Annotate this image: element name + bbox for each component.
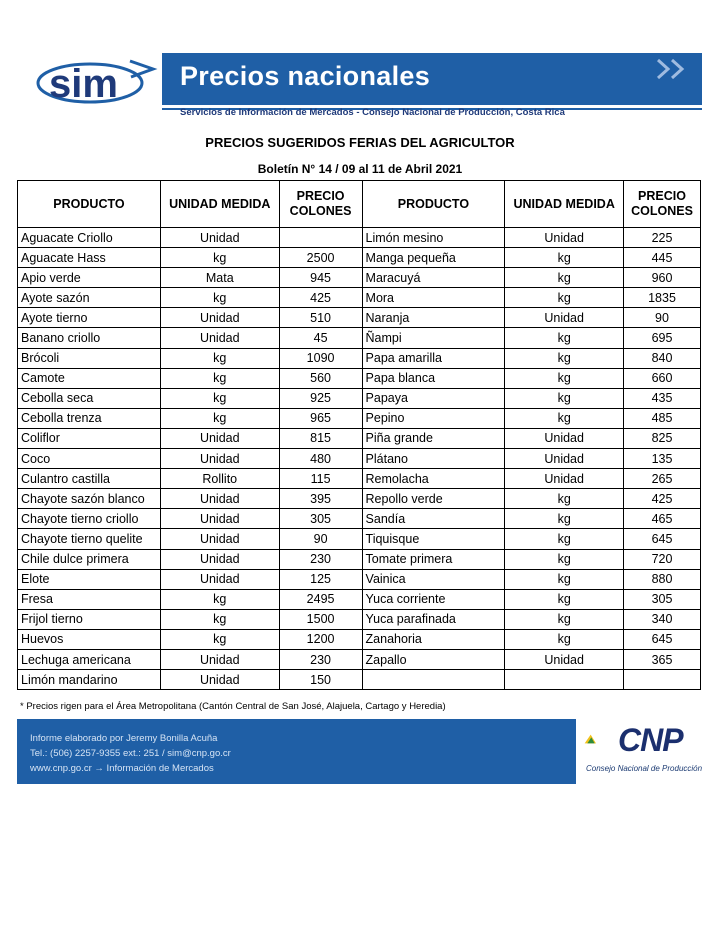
- footer-info-box: [17, 719, 576, 784]
- price-cell: 225: [624, 228, 701, 248]
- table-row: [18, 308, 701, 328]
- unit-cell: Unidad: [505, 228, 624, 248]
- unit-cell: Unidad: [160, 529, 279, 549]
- product-cell: Camote: [18, 368, 161, 388]
- price-cell: 925: [279, 388, 362, 408]
- product-cell: Brócoli: [18, 348, 161, 368]
- banner-title: Precios nacionales: [180, 61, 431, 91]
- unit-cell: kg: [160, 609, 279, 629]
- product-cell: Aguacate Hass: [18, 248, 161, 268]
- table-row: [18, 569, 701, 589]
- price-cell: 825: [624, 428, 701, 448]
- table-row: [18, 509, 701, 529]
- product-cell: Zanahoria: [362, 629, 505, 649]
- product-cell: Papa amarilla: [362, 348, 505, 368]
- table-row: [18, 328, 701, 348]
- product-cell: Culantro castilla: [18, 469, 161, 489]
- table-row: [18, 348, 701, 368]
- product-cell: Ayote sazón: [18, 288, 161, 308]
- cnp-logo-text: CNP: [618, 722, 683, 758]
- price-cell: 230: [279, 549, 362, 569]
- table-row: [18, 489, 701, 509]
- table-row: [18, 629, 701, 649]
- product-cell: Naranja: [362, 308, 505, 328]
- product-cell: Apio verde: [18, 268, 161, 288]
- price-cell: 2500: [279, 248, 362, 268]
- product-cell: Tiquisque: [362, 529, 505, 549]
- unit-cell: kg: [505, 529, 624, 549]
- price-cell: 445: [624, 248, 701, 268]
- price-cell: 90: [624, 308, 701, 328]
- price-cell: 1500: [279, 609, 362, 629]
- header-price: [624, 181, 701, 228]
- table-row: [18, 649, 701, 669]
- price-table: [17, 180, 701, 690]
- cnp-caption: Consejo Nacional de Producción: [586, 764, 703, 773]
- unit-cell: kg: [505, 388, 624, 408]
- unit-cell: Unidad: [160, 569, 279, 589]
- product-cell: Papa blanca: [362, 368, 505, 388]
- table-row: [18, 388, 701, 408]
- price-cell: 510: [279, 308, 362, 328]
- table-row: [18, 228, 701, 248]
- product-cell: Papaya: [362, 388, 505, 408]
- unit-cell: Unidad: [505, 649, 624, 669]
- table-row: [18, 428, 701, 448]
- price-cell: 1835: [624, 288, 701, 308]
- product-cell: Limón mandarino: [18, 670, 161, 690]
- table-row: [18, 529, 701, 549]
- price-cell: 695: [624, 328, 701, 348]
- unit-cell: kg: [160, 629, 279, 649]
- price-cell: 1200: [279, 629, 362, 649]
- price-cell: 480: [279, 449, 362, 469]
- table-header-row: [18, 181, 701, 228]
- price-cell: 840: [624, 348, 701, 368]
- price-cell: 960: [624, 268, 701, 288]
- price-cell: 945: [279, 268, 362, 288]
- price-cell: 485: [624, 408, 701, 428]
- price-cell: 880: [624, 569, 701, 589]
- product-cell: Chayote sazón blanco: [18, 489, 161, 509]
- product-cell: [362, 670, 505, 690]
- product-cell: Frijol tierno: [18, 609, 161, 629]
- unit-cell: kg: [505, 589, 624, 609]
- unit-cell: Unidad: [160, 670, 279, 690]
- unit-cell: Unidad: [160, 649, 279, 669]
- table-row: [18, 670, 701, 690]
- header-price-line2: COLONES: [289, 204, 352, 218]
- double-chevron-icon: [654, 57, 690, 81]
- unit-cell: kg: [505, 629, 624, 649]
- product-cell: Elote: [18, 569, 161, 589]
- price-cell: 125: [279, 569, 362, 589]
- price-cell: 90: [279, 529, 362, 549]
- price-cell: 660: [624, 368, 701, 388]
- sim-logo: [35, 55, 170, 105]
- product-cell: Yuca parafinada: [362, 609, 505, 629]
- product-cell: Pepino: [362, 408, 505, 428]
- unit-cell: kg: [160, 408, 279, 428]
- table-body: [18, 228, 701, 690]
- price-cell: 560: [279, 368, 362, 388]
- unit-cell: Mata: [160, 268, 279, 288]
- product-cell: Ñampi: [362, 328, 505, 348]
- product-cell: Sandía: [362, 509, 505, 529]
- unit-cell: kg: [505, 288, 624, 308]
- unit-cell: kg: [160, 248, 279, 268]
- price-cell: 395: [279, 489, 362, 509]
- unit-cell: Unidad: [160, 449, 279, 469]
- unit-cell: Unidad: [505, 449, 624, 469]
- product-cell: Banano criollo: [18, 328, 161, 348]
- product-cell: Coco: [18, 449, 161, 469]
- product-cell: Vainica: [362, 569, 505, 589]
- product-cell: Mora: [362, 288, 505, 308]
- unit-cell: Unidad: [160, 509, 279, 529]
- product-cell: Chayote tierno quelite: [18, 529, 161, 549]
- unit-cell: kg: [505, 408, 624, 428]
- footer-contact: Tel.: (506) 2257-9355 ext.: 251 / sim@cnp.go.cr: [30, 748, 231, 759]
- unit-cell: kg: [160, 368, 279, 388]
- price-cell: 2495: [279, 589, 362, 609]
- price-cell: 465: [624, 509, 701, 529]
- header-price: [279, 181, 362, 228]
- header-price-line2: COLONES: [631, 204, 693, 218]
- unit-cell: kg: [505, 328, 624, 348]
- footnote: * Precios rigen para el Área Metropolitana (Cantón Central de San José, Alajuela, Cartago y Heredia): [20, 701, 446, 712]
- product-cell: Fresa: [18, 589, 161, 609]
- product-cell: Repollo verde: [362, 489, 505, 509]
- product-cell: Coliflor: [18, 428, 161, 448]
- price-cell: 425: [279, 288, 362, 308]
- table-row: [18, 248, 701, 268]
- price-cell: 230: [279, 649, 362, 669]
- price-cell: 425: [624, 489, 701, 509]
- unit-cell: Unidad: [160, 549, 279, 569]
- sim-logo-text: sim: [49, 62, 118, 105]
- price-cell: [279, 228, 362, 248]
- unit-cell: kg: [505, 609, 624, 629]
- price-cell: 150: [279, 670, 362, 690]
- unit-cell: kg: [505, 368, 624, 388]
- unit-cell: Unidad: [505, 428, 624, 448]
- unit-cell: kg: [160, 288, 279, 308]
- unit-cell: [505, 670, 624, 690]
- table-row: [18, 368, 701, 388]
- price-cell: 435: [624, 388, 701, 408]
- unit-cell: kg: [505, 509, 624, 529]
- product-cell: Yuca corriente: [362, 589, 505, 609]
- unit-cell: Unidad: [160, 328, 279, 348]
- price-cell: [624, 670, 701, 690]
- unit-cell: kg: [505, 489, 624, 509]
- unit-cell: Unidad: [160, 489, 279, 509]
- product-cell: Chayote tierno criollo: [18, 509, 161, 529]
- price-cell: 645: [624, 529, 701, 549]
- price-cell: 645: [624, 629, 701, 649]
- header-subtitle: Servicios de Información de Mercados - Consejo Nacional de Producción, Costa Rica: [180, 107, 565, 118]
- price-cell: 305: [624, 589, 701, 609]
- unit-cell: Unidad: [160, 228, 279, 248]
- page-header: [30, 53, 702, 121]
- price-cell: 135: [624, 449, 701, 469]
- unit-cell: kg: [160, 589, 279, 609]
- price-cell: 1090: [279, 348, 362, 368]
- header-unit: UNIDAD MEDIDA: [505, 181, 624, 228]
- price-cell: 720: [624, 549, 701, 569]
- product-cell: Lechuga americana: [18, 649, 161, 669]
- price-cell: 965: [279, 408, 362, 428]
- unit-cell: Rollito: [160, 469, 279, 489]
- unit-cell: kg: [505, 348, 624, 368]
- table-row: [18, 469, 701, 489]
- price-cell: 340: [624, 609, 701, 629]
- product-cell: Tomate primera: [362, 549, 505, 569]
- unit-cell: Unidad: [160, 308, 279, 328]
- table-row: [18, 609, 701, 629]
- unit-cell: Unidad: [505, 469, 624, 489]
- table-row: [18, 268, 701, 288]
- unit-cell: kg: [505, 268, 624, 288]
- header-price-line1: PRECIO: [296, 189, 345, 203]
- product-cell: Chile dulce primera: [18, 549, 161, 569]
- product-cell: Remolacha: [362, 469, 505, 489]
- price-cell: 265: [624, 469, 701, 489]
- table-row: [18, 549, 701, 569]
- unit-cell: Unidad: [505, 308, 624, 328]
- price-cell: 815: [279, 428, 362, 448]
- header-product: PRODUCTO: [362, 181, 505, 228]
- header-unit: UNIDAD MEDIDA: [160, 181, 279, 228]
- product-cell: Cebolla seca: [18, 388, 161, 408]
- header-product: PRODUCTO: [18, 181, 161, 228]
- header-price-line1: PRECIO: [638, 189, 686, 203]
- unit-cell: kg: [505, 569, 624, 589]
- product-cell: Ayote tierno: [18, 308, 161, 328]
- product-cell: Piña grande: [362, 428, 505, 448]
- price-cell: 305: [279, 509, 362, 529]
- unit-cell: kg: [505, 549, 624, 569]
- product-cell: Cebolla trenza: [18, 408, 161, 428]
- document-title: PRECIOS SUGERIDOS FERIAS DEL AGRICULTOR: [205, 135, 515, 150]
- product-cell: Maracuyá: [362, 268, 505, 288]
- price-cell: 45: [279, 328, 362, 348]
- footer-author: Informe elaborado por Jeremy Bonilla Acuña: [30, 733, 218, 744]
- unit-cell: Unidad: [160, 428, 279, 448]
- product-cell: Limón mesino: [362, 228, 505, 248]
- unit-cell: kg: [160, 348, 279, 368]
- unit-cell: kg: [160, 388, 279, 408]
- product-cell: Zapallo: [362, 649, 505, 669]
- unit-cell: kg: [505, 248, 624, 268]
- bulletin-label: Boletín N° 14 / 09 al 11 de Abril 2021: [257, 162, 463, 176]
- table-row: [18, 589, 701, 609]
- product-cell: Huevos: [18, 629, 161, 649]
- product-cell: Manga pequeña: [362, 248, 505, 268]
- table-row: [18, 408, 701, 428]
- table-row: [18, 449, 701, 469]
- footer-website: www.cnp.go.cr → Información de Mercados: [30, 763, 214, 774]
- table-row: [18, 288, 701, 308]
- price-cell: 365: [624, 649, 701, 669]
- price-cell: 115: [279, 469, 362, 489]
- product-cell: Aguacate Criollo: [18, 228, 161, 248]
- product-cell: Plátano: [362, 449, 505, 469]
- title-banner: [162, 53, 702, 105]
